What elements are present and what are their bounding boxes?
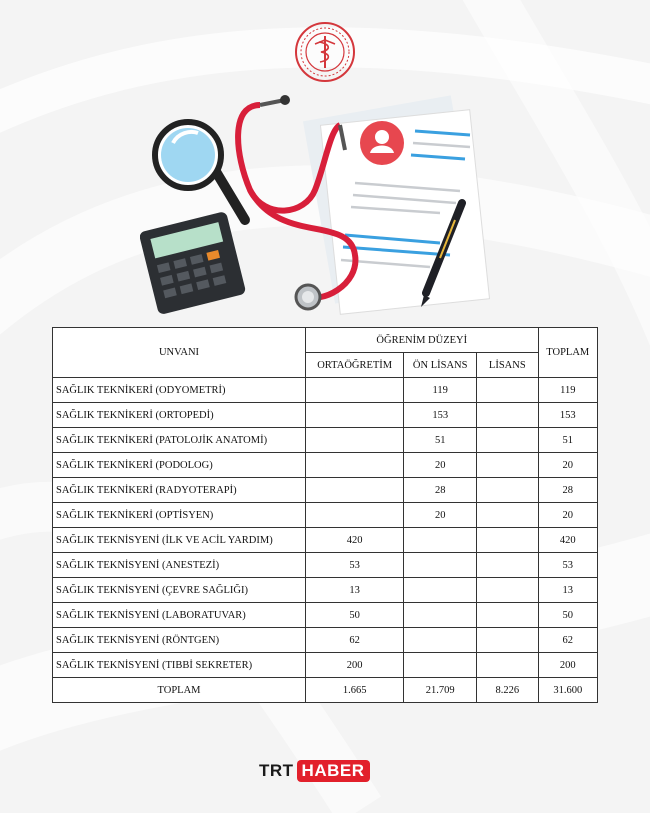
row-on-lisans: 20 — [404, 453, 477, 478]
row-toplam: 50 — [538, 603, 597, 628]
row-on-lisans — [404, 603, 477, 628]
row-lisans — [477, 428, 538, 453]
row-lisans — [477, 478, 538, 503]
row-title: SAĞLIK TEKNİSYENİ (LABORATUVAR) — [53, 603, 306, 628]
table-row — [53, 428, 598, 453]
row-lisans — [477, 378, 538, 403]
trt-logo-text: TRT — [259, 761, 294, 780]
ministry-of-health-logo — [293, 20, 357, 84]
row-title: SAĞLIK TEKNİSYENİ (ÇEVRE SAĞLIĞI) — [53, 578, 306, 603]
row-ortaogretim: 53 — [306, 553, 404, 578]
row-toplam: 13 — [538, 578, 597, 603]
row-ortaogretim — [306, 503, 404, 528]
header-ogrenim-duzeyi: ÖĞRENİM DÜZEYİ — [306, 328, 539, 353]
row-toplam: 420 — [538, 528, 597, 553]
row-lisans — [477, 503, 538, 528]
table-row — [53, 403, 598, 428]
header-ortaogretim: ORTAÖĞRETİM — [306, 353, 404, 378]
total-toplam: 31.600 — [538, 678, 597, 703]
table-row — [53, 553, 598, 578]
magnifier-icon — [155, 122, 245, 220]
row-lisans — [477, 453, 538, 478]
row-ortaogretim — [306, 428, 404, 453]
row-title: SAĞLIK TEKNİKERİ (PATOLOJİK ANATOMİ) — [53, 428, 306, 453]
table-row — [53, 503, 598, 528]
calculator-icon — [140, 211, 246, 315]
row-ortaogretim — [306, 378, 404, 403]
row-ortaogretim: 200 — [306, 653, 404, 678]
row-ortaogretim — [306, 453, 404, 478]
row-title: SAĞLIK TEKNİSYENİ (İLK VE ACİL YARDIM) — [53, 528, 306, 553]
row-toplam: 153 — [538, 403, 597, 428]
header-toplam: TOPLAM — [538, 328, 597, 378]
row-toplam: 53 — [538, 553, 597, 578]
row-lisans — [477, 603, 538, 628]
header-on-lisans: ÖN LİSANS — [404, 353, 477, 378]
row-on-lisans: 153 — [404, 403, 477, 428]
medical-illustration — [140, 95, 520, 320]
total-on-lisans: 21.709 — [404, 678, 477, 703]
row-lisans — [477, 553, 538, 578]
row-lisans — [477, 528, 538, 553]
row-on-lisans: 28 — [404, 478, 477, 503]
row-on-lisans — [404, 553, 477, 578]
row-title: SAĞLIK TEKNİSYENİ (ANESTEZİ) — [53, 553, 306, 578]
table-row — [53, 653, 598, 678]
row-toplam: 51 — [538, 428, 597, 453]
row-ortaogretim: 420 — [306, 528, 404, 553]
row-on-lisans — [404, 628, 477, 653]
row-toplam: 119 — [538, 378, 597, 403]
staff-table — [52, 327, 598, 703]
row-toplam: 28 — [538, 478, 597, 503]
table-row — [53, 378, 598, 403]
total-label: TOPLAM — [53, 678, 306, 703]
row-lisans — [477, 578, 538, 603]
row-on-lisans: 51 — [404, 428, 477, 453]
table-row — [53, 478, 598, 503]
row-title: SAĞLIK TEKNİKERİ (OPTİSYEN) — [53, 503, 306, 528]
row-lisans — [477, 653, 538, 678]
table-row — [53, 453, 598, 478]
row-title: SAĞLIK TEKNİKERİ (ORTOPEDİ) — [53, 403, 306, 428]
total-ortaogretim: 1.665 — [306, 678, 404, 703]
total-row — [53, 678, 598, 703]
table-row — [53, 528, 598, 553]
row-on-lisans: 20 — [404, 503, 477, 528]
row-title: SAĞLIK TEKNİKERİ (RADYOTERAPİ) — [53, 478, 306, 503]
row-on-lisans — [404, 578, 477, 603]
trt-haber-logo — [259, 760, 370, 782]
row-toplam: 20 — [538, 503, 597, 528]
table-row — [53, 578, 598, 603]
row-lisans — [477, 628, 538, 653]
row-on-lisans — [404, 528, 477, 553]
table-row — [53, 628, 598, 653]
row-title: SAĞLIK TEKNİKERİ (PODOLOG) — [53, 453, 306, 478]
row-ortaogretim: 50 — [306, 603, 404, 628]
row-title: SAĞLIK TEKNİKERİ (ODYOMETRİ) — [53, 378, 306, 403]
row-lisans — [477, 403, 538, 428]
header-unvani: UNVANI — [53, 328, 306, 378]
total-lisans: 8.226 — [477, 678, 538, 703]
row-toplam: 62 — [538, 628, 597, 653]
row-on-lisans: 119 — [404, 378, 477, 403]
row-title: SAĞLIK TEKNİSYENİ (TIBBİ SEKRETER) — [53, 653, 306, 678]
row-title: SAĞLIK TEKNİSYENİ (RÖNTGEN) — [53, 628, 306, 653]
row-toplam: 200 — [538, 653, 597, 678]
row-ortaogretim — [306, 403, 404, 428]
header-lisans: LİSANS — [477, 353, 538, 378]
row-ortaogretim: 13 — [306, 578, 404, 603]
row-on-lisans — [404, 653, 477, 678]
row-toplam: 20 — [538, 453, 597, 478]
haber-logo-text: HABER — [297, 760, 370, 782]
table-row — [53, 603, 598, 628]
row-ortaogretim: 62 — [306, 628, 404, 653]
row-ortaogretim — [306, 478, 404, 503]
